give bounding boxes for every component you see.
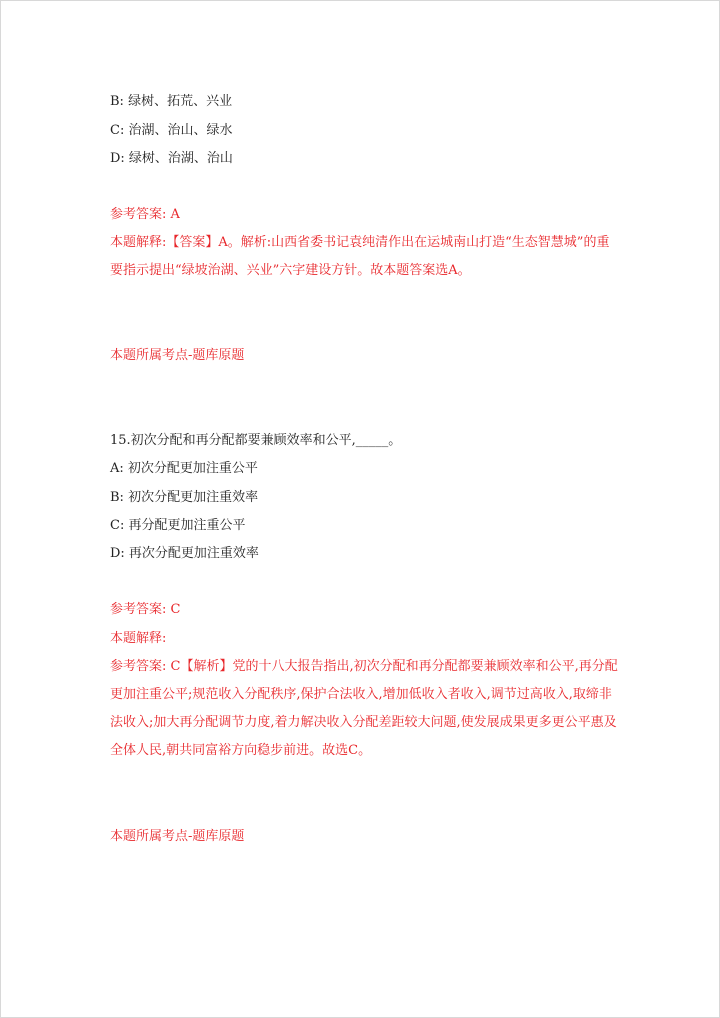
q15-question: 15.初次分配和再分配都要兼顾效率和公平,_____。 — [110, 433, 402, 448]
q15-source: 本题所属考点-题库原题 — [110, 829, 245, 844]
q15-answer: 参考答案: C — [110, 602, 181, 617]
q14-option-c: C: 治湖、治山、绿水 — [110, 123, 233, 138]
q14-explanation: 本题解释:【答案】A。解析:山西省委书记袁纯清作出在运城南山打造“生态智慧城”的重要指示提出“绿坡治湖、兴业”六字建设方针。故本题答案选A。 — [110, 235, 610, 278]
q15-option-c: C: 再分配更加注重公平 — [110, 518, 246, 533]
q15-explanation: 参考答案: C【解析】党的十八大报告指出,初次分配和再分配都要兼顾效率和公平,再分配更加注重公平;规范收入分配秩序,保护合法收入,增加低收入者收入,调节过高收入,取缔非法收入;加大再分配调节力度,着力解决收入分配差距较大问题,使发展成果更多更公平惠及全体人民,朝共同富裕方向稳步前进。故选C。 — [110, 659, 618, 758]
q14-answer: 参考答案: A — [110, 207, 180, 222]
q14-option-d: D: 绿树、治湖、治山 — [110, 151, 233, 166]
q14-source: 本题所属考点-题库原题 — [110, 348, 245, 363]
q15-option-d: D: 再次分配更加注重效率 — [110, 546, 259, 561]
q15-option-b: B: 初次分配更加注重效率 — [110, 490, 259, 505]
q15-option-a: A: 初次分配更加注重公平 — [110, 461, 258, 476]
q14-option-b: B: 绿树、拓荒、兴业 — [110, 94, 233, 109]
q15-explanation-label: 本题解释: — [110, 631, 167, 646]
